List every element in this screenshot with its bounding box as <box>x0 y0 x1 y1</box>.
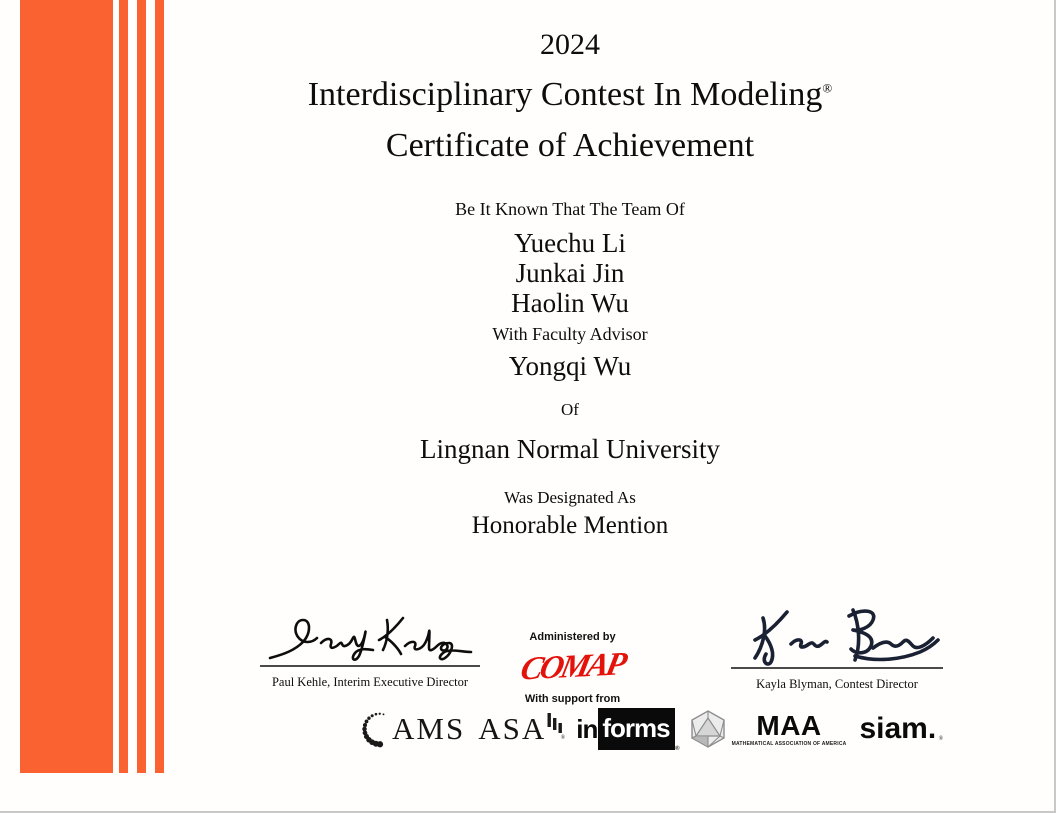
informs-logo-text-in: in <box>576 713 598 744</box>
team-intro-text: Be It Known That The Team Of <box>455 199 685 219</box>
maa-logo-text: MAA <box>756 709 822 741</box>
informs-registered-mark: ® <box>675 746 679 752</box>
contest-director-label: Kayla Blyman, Contest Director <box>756 677 918 691</box>
asa-logo-text: ASA <box>478 711 547 746</box>
registered-trademark-mark: ® <box>822 80 833 96</box>
left-accent-bar-thick <box>20 0 113 773</box>
maa-icosahedron-icon <box>688 709 728 749</box>
asa-logo <box>478 711 566 747</box>
certificate-subtitle: Certificate of Achievement <box>385 127 755 164</box>
advisor-intro-text: With Faculty Advisor <box>492 324 648 344</box>
executive-director-label: Paul Kehle, Interim Executive Director <box>271 675 469 689</box>
contest-title <box>160 76 980 114</box>
designation-text: Honorable Mention <box>471 512 669 539</box>
team-member-2: Junkai Jin <box>515 258 625 288</box>
siam-logo-text: siam. <box>859 712 937 745</box>
sponsor-logos-row <box>358 703 944 755</box>
ams-dots-arc-icon <box>358 708 392 750</box>
siam-logo <box>859 712 944 746</box>
asa-registered-mark: ® <box>560 735 566 741</box>
contest-director-signature-block <box>731 604 943 692</box>
kayla-blyman-signature-icon <box>735 604 940 666</box>
paul-kehle-signature-icon <box>265 612 475 664</box>
ams-logo <box>358 708 465 750</box>
support-from-text: With support from <box>524 693 621 705</box>
institution-name: Lingnan Normal University <box>420 434 720 464</box>
siam-registered-mark: ® <box>938 736 944 742</box>
designation-intro-text: Was Designated As <box>504 488 636 507</box>
left-accent-bar-thin-1 <box>119 0 128 773</box>
left-accent-bar-thin-2 <box>137 0 146 773</box>
team-member-3: Haolin Wu <box>511 288 629 318</box>
maa-caption-text: MATHEMATICAL ASSOCIATION OF AMERICA <box>731 740 847 747</box>
executive-director-signature-block <box>260 612 480 690</box>
informs-logo <box>576 708 679 752</box>
team-member-1: Yuechu Li <box>514 228 626 258</box>
administered-by-text: Administered by <box>529 631 616 643</box>
signature-line <box>260 665 480 667</box>
advisor-name: Yongqi Wu <box>508 351 632 381</box>
administered-by-block <box>500 627 645 705</box>
maa-logo <box>688 709 847 749</box>
of-label: Of <box>561 400 579 419</box>
signature-line <box>731 667 943 669</box>
contest-title-text: Interdisciplinary Contest In Modeling <box>307 76 823 113</box>
ams-logo-text: AMS <box>392 711 466 746</box>
informs-logo-text-forms: forms <box>598 708 674 750</box>
contest-year: 2024 <box>540 28 600 61</box>
maa-text-block <box>731 709 847 747</box>
comap-logo: COMAP <box>517 646 628 688</box>
